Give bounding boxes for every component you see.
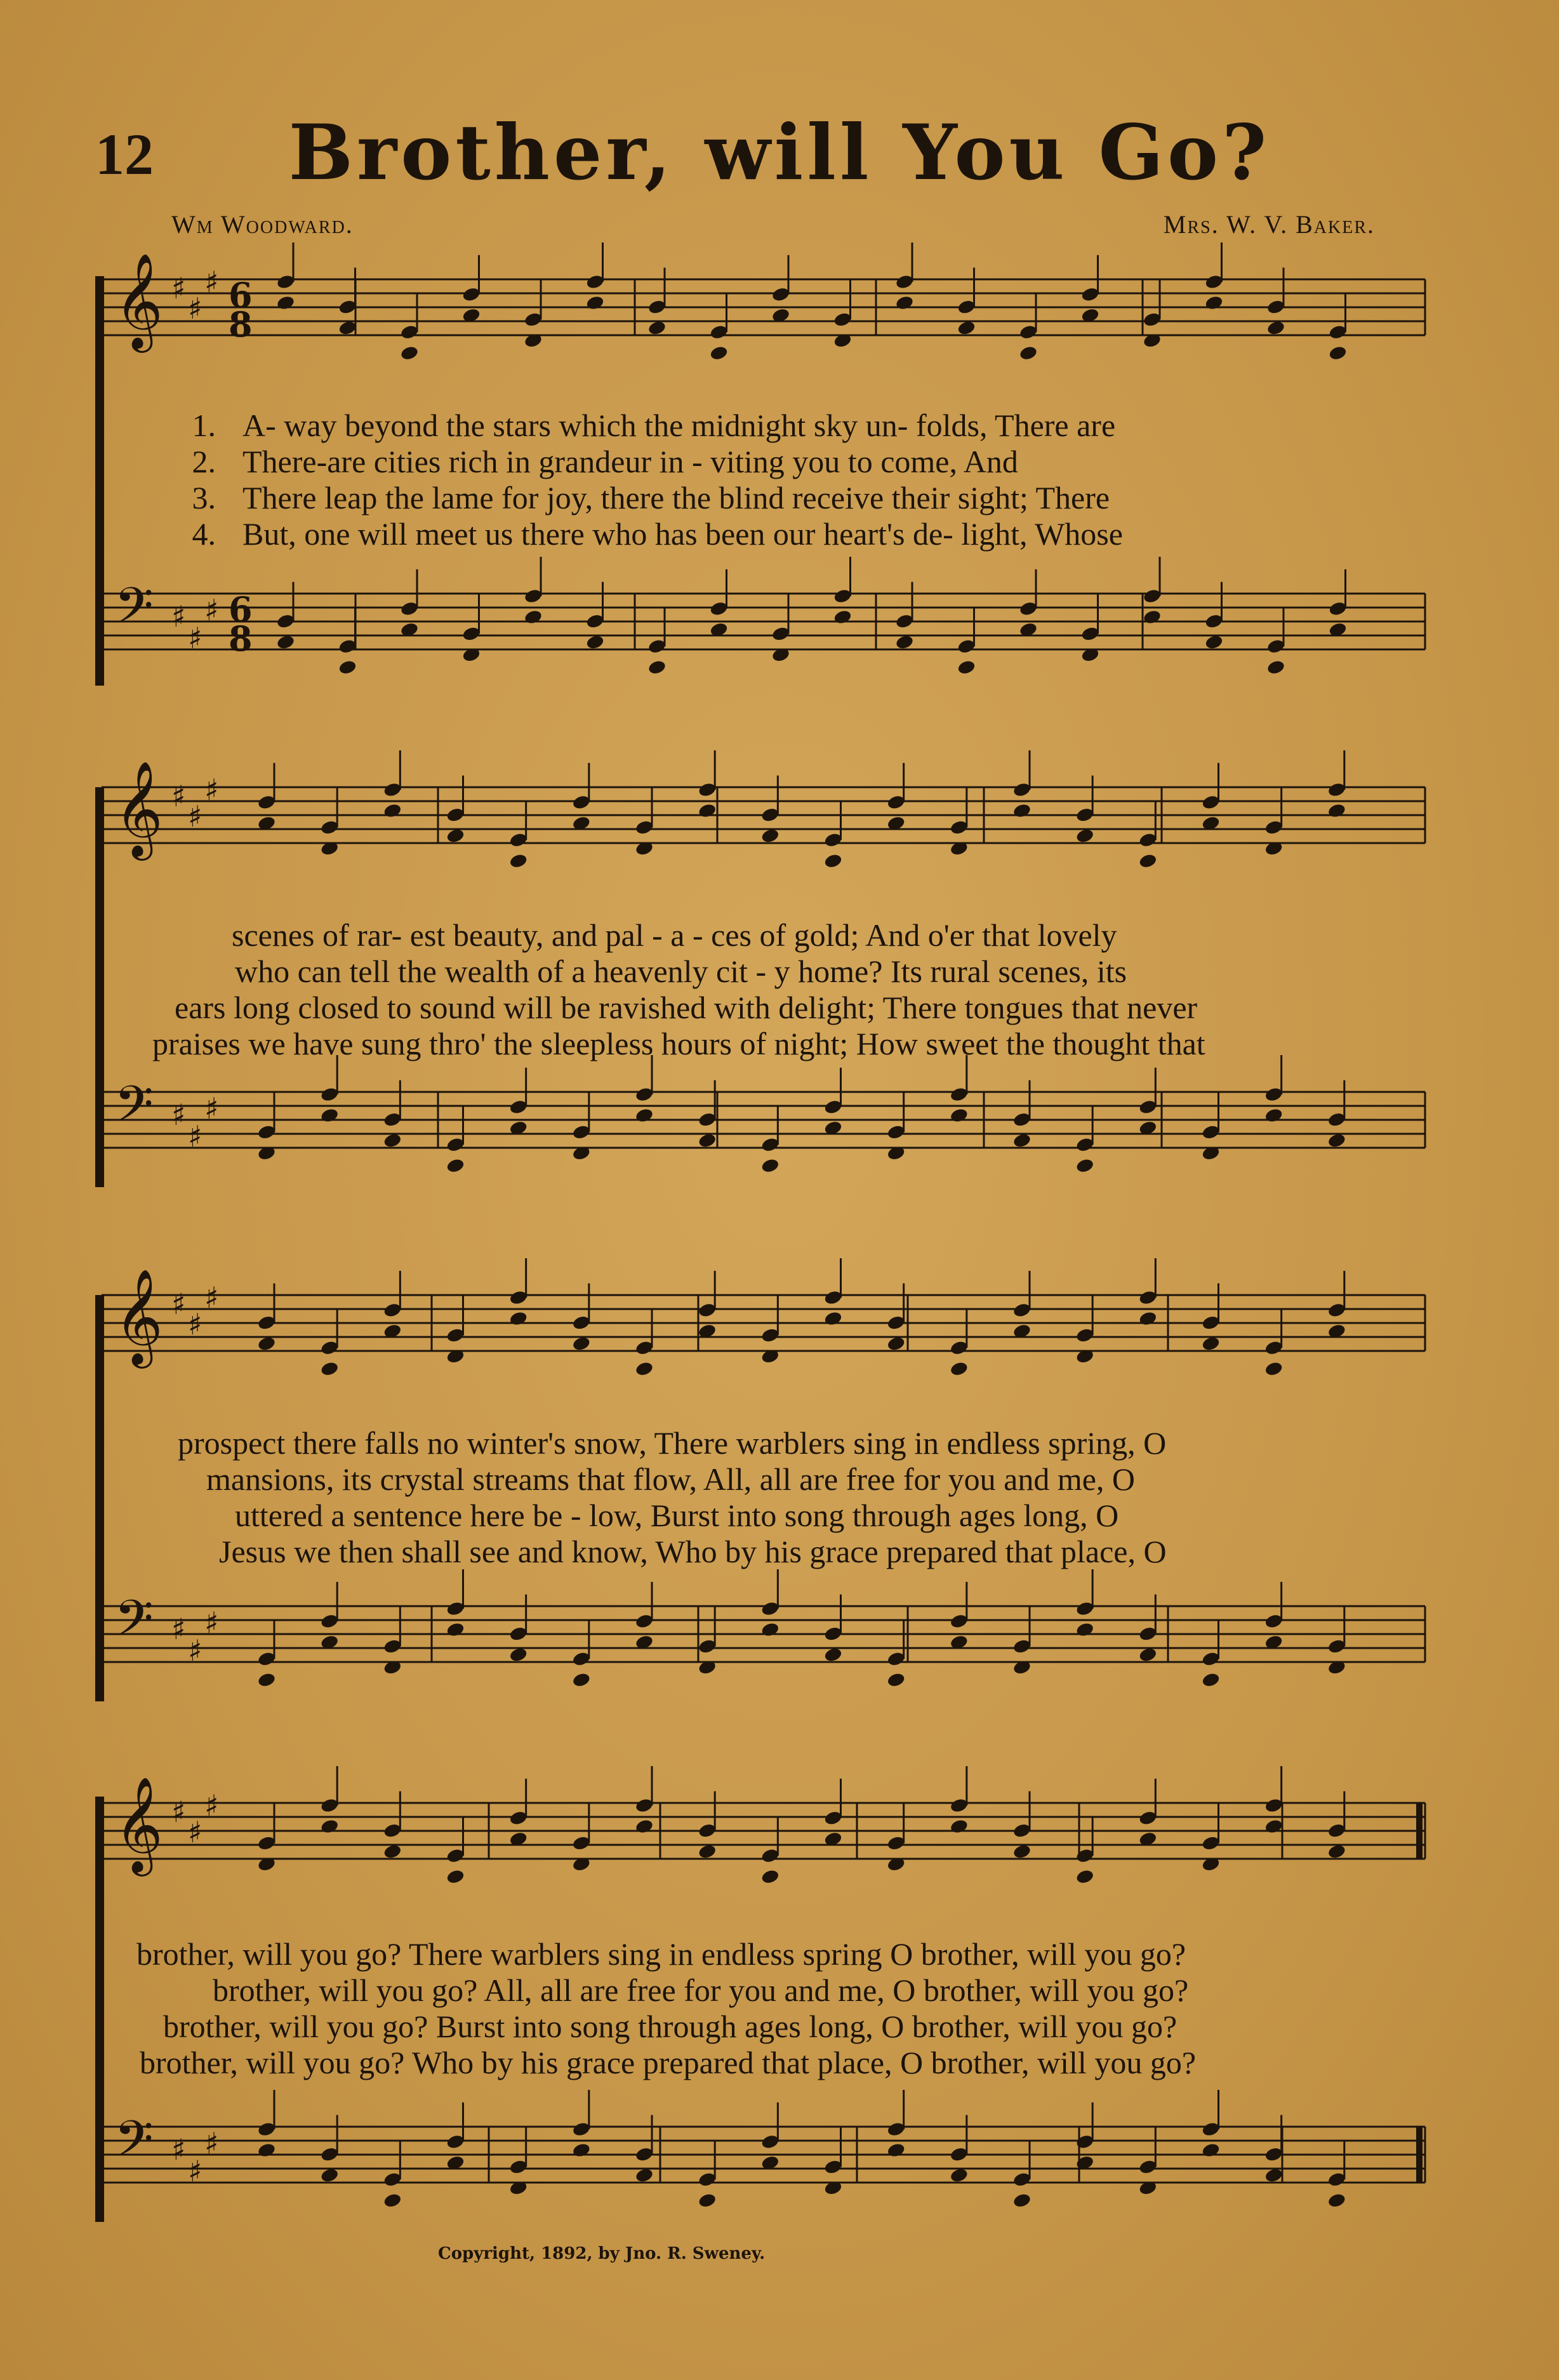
note-head [886,2142,906,2158]
note-head [524,609,543,625]
note-head [823,853,843,869]
note-head [950,1360,969,1377]
note-head [886,1336,906,1352]
note-head [1204,634,1224,651]
note-head [950,1818,969,1835]
sharp-sign: ♯ [204,593,219,627]
copyright-notice: Copyright, 1892, by Jno. R. Sweney. [438,2244,766,2263]
note-head [1327,1844,1347,1860]
sharp-sign: ♯ [188,2154,202,2188]
note-head [1201,2142,1221,2158]
note-head [383,2192,402,2209]
note-head [698,802,717,819]
bass-clef: 𝄢 [114,576,154,648]
lyric-line: 3. There leap the lame for joy, there the blind receive their sight; There [192,480,1110,515]
page-number: 12 [95,122,154,187]
note-head [572,1672,592,1688]
lyric-line: brother, will you go? There warblers sing in endless spring O brother, will you go? [136,1936,1186,1972]
note-head [338,320,357,336]
note-head [1143,609,1162,625]
lyric-line: 4. But, one will meet us there who has been our heart's de- light, Whose [192,516,1123,552]
lyric-line: prospect there falls no winter's snow, There warblers sing in endless spring, O [178,1425,1167,1461]
note-head [1012,2192,1032,2209]
note-head [1264,1360,1284,1377]
sharp-sign: ♯ [204,2126,219,2160]
note-head [320,2167,340,2184]
sharp-sign: ♯ [188,1815,202,1849]
note-head [709,345,729,361]
bass-clef: 𝄢 [114,2110,154,2181]
note-head [1075,1621,1095,1638]
note-head [1327,802,1347,819]
note-head [1012,802,1032,819]
sharp-sign: ♯ [171,1287,186,1321]
note-head [635,1360,654,1377]
note-head [276,295,296,311]
treble-clef: 𝄞 [114,760,163,856]
note-head [1264,2167,1284,2184]
final-barline [1416,2127,1423,2183]
note-head [276,634,296,651]
note-head [635,1818,654,1835]
note-head [1075,1868,1095,1885]
lyric-line: uttered a sentence here be - low, Burst into song through ages long, O [235,1498,1119,1533]
time-signature-top: 6 [229,589,253,630]
lyric-line: scenes of rar- est beauty, and pal - a - ces of gold; And o'er that lovely [232,917,1117,953]
note-head [1204,295,1224,311]
note-head [383,1844,402,1860]
lyric-line: praises we have sung thro' the sleepless hours of night; How sweet the thought that [152,1026,1205,1061]
note-head [446,1868,465,1885]
note-head [400,345,420,361]
lyric-line: brother, will you go? Who by his grace prepared that place, O brother, will you go? [140,2045,1197,2080]
sharp-sign: ♯ [171,1795,186,1829]
note-head [1019,345,1038,361]
sharp-sign: ♯ [171,1612,186,1646]
note-head [647,659,667,675]
note-head [895,634,915,651]
sharp-sign: ♯ [204,1788,219,1823]
sharp-sign: ♯ [171,271,186,305]
note-head [585,295,605,311]
note-head [572,2142,592,2158]
note-head [338,659,357,675]
note-head [508,853,528,869]
sharp-sign: ♯ [188,1307,202,1341]
note-head [1327,2192,1347,2209]
bass-clef: 𝄢 [114,1589,154,1660]
lyric-line: 1. A- way beyond the stars which the midnight sky un- folds, There are [192,408,1116,443]
sharp-sign: ♯ [171,599,186,634]
treble-clef: 𝄞 [114,252,163,349]
note-head [760,1157,780,1174]
note-head [383,802,402,819]
note-head [760,1868,780,1885]
sharp-sign: ♯ [171,779,186,813]
note-head [1264,1107,1284,1124]
note-head [257,2142,277,2158]
lyric-line: brother, will you go? Burst into song through ages long, O brother, will you go? [163,2009,1178,2044]
time-signature-top: 6 [229,275,253,316]
note-head [585,634,605,651]
treble-clef: 𝄞 [114,1776,163,1872]
note-head [1138,1647,1158,1663]
lyric-line: who can tell the wealth of a heavenly cit - y home? Its rural scenes, its [235,954,1127,989]
note-head [950,2167,969,2184]
note-head [257,1336,277,1352]
lyric-line: brother, will you go? All, all are free for you and me, O brother, will you go? [213,1972,1189,2008]
lyric-line: mansions, its crystal streams that flow, All, all are free for you and me, O [206,1461,1136,1497]
sharp-sign: ♯ [204,265,219,299]
note-head [823,1647,843,1663]
note-head [320,1360,340,1377]
note-head [508,1310,528,1327]
note-head [1075,828,1095,844]
note-head [1266,659,1286,675]
note-head [698,1844,717,1860]
note-head [950,1107,969,1124]
sharp-sign: ♯ [171,1098,186,1132]
note-head [698,1133,717,1149]
sharp-sign: ♯ [188,799,202,834]
hymn-title: Brother, will You Go? [288,108,1271,197]
note-head [572,1336,592,1352]
time-signature-bottom: 8 [229,304,253,345]
note-head [1075,1157,1095,1174]
final-barline [1416,1803,1423,1859]
note-head [1138,853,1158,869]
note-head [446,1621,465,1638]
note-head [647,320,667,336]
sharp-sign: ♯ [204,1606,219,1640]
sharp-sign: ♯ [188,1119,202,1153]
lyric-line: 2. There-are cities rich in grandeur in - viting you to come, And [192,444,1018,479]
bass-clef: 𝄢 [114,1075,154,1146]
lyric-line: ears long closed to sound will be ravished with delight; There tongues that never [175,990,1198,1025]
note-head [1012,1844,1032,1860]
sharp-sign: ♯ [204,1091,219,1126]
sharp-sign: ♯ [204,773,219,807]
sharp-sign: ♯ [204,1280,219,1315]
note-head [1264,1818,1284,1835]
sharp-sign: ♯ [188,1633,202,1668]
note-head [1328,345,1348,361]
composer-credit: Mrs. W. V. Baker. [1163,210,1375,239]
note-head [1266,320,1286,336]
note-head [957,659,976,675]
note-head [1201,1672,1221,1688]
note-head [1138,1310,1158,1327]
note-head [635,2167,654,2184]
note-head [823,1310,843,1327]
time-signature-bottom: 8 [229,618,253,659]
note-head [446,1157,465,1174]
note-head [320,1107,340,1124]
sharp-sign: ♯ [171,2132,186,2167]
note-head [886,1672,906,1688]
note-head [508,1647,528,1663]
note-head [446,828,465,844]
note-head [698,2192,717,2209]
note-head [635,1107,654,1124]
note-head [1012,1133,1032,1149]
note-head [1327,1133,1347,1149]
note-head [895,295,915,311]
note-head [383,1133,402,1149]
lyricist-credit: Wm Woodward. [171,210,354,239]
note-head [257,1672,277,1688]
note-head [957,320,976,336]
note-head [760,1621,780,1638]
note-head [760,828,780,844]
note-head [320,1818,340,1835]
sharp-sign: ♯ [188,621,202,655]
treble-clef: 𝄞 [114,1268,163,1364]
note-head [833,609,852,625]
sharp-sign: ♯ [188,291,202,326]
note-head [1201,1336,1221,1352]
lyric-line: Jesus we then shall see and know, Who by his grace prepared that place, O [219,1534,1167,1569]
